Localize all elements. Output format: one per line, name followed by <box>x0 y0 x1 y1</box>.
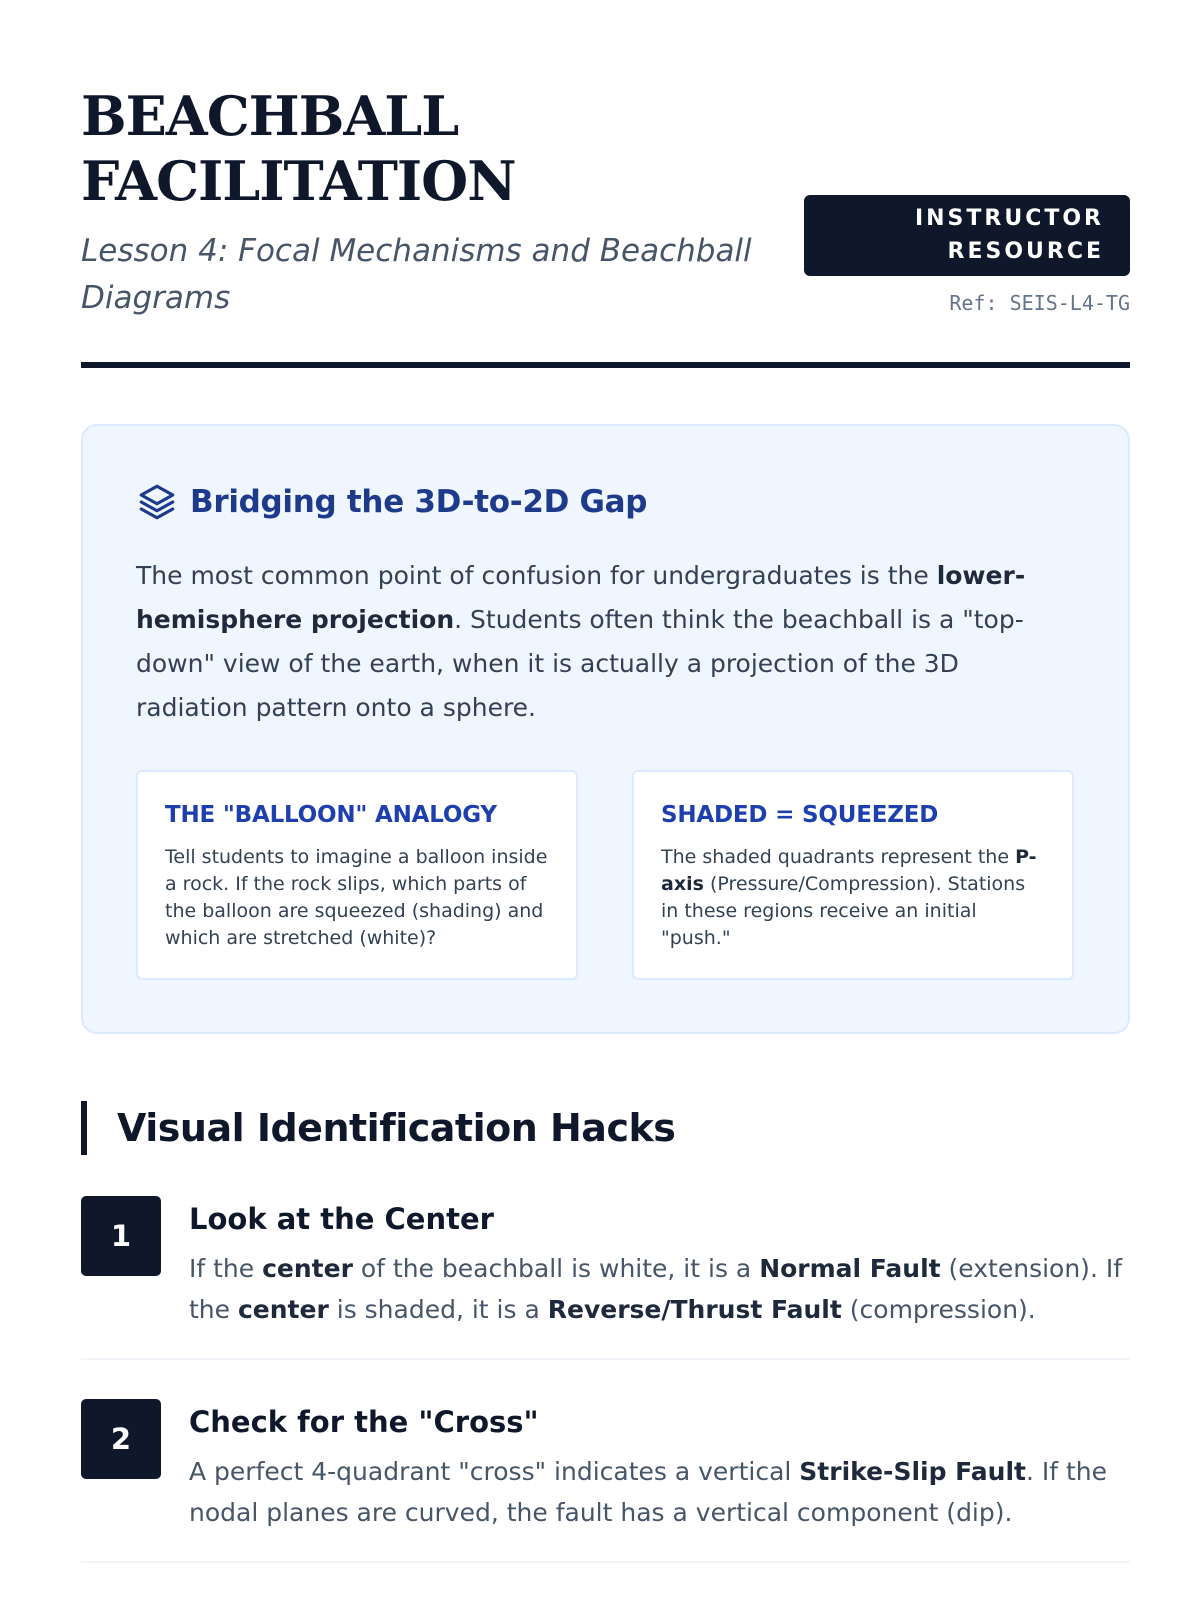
card-text-part: (Pressure/Compression). Stations in these regions receive an initial "push." <box>661 873 1026 949</box>
hack-text-emphasis: Reverse/Thrust Fault <box>547 1295 842 1324</box>
page-subtitle: Lesson 4: Focal Mechanisms and Beachball Diagrams <box>81 233 752 316</box>
hack-text-emphasis: Strike-Slip Fault <box>799 1457 1026 1486</box>
card-title: THE "BALLOON" ANALOGY <box>165 802 497 828</box>
hack-text-emphasis: center <box>262 1254 353 1283</box>
hack-text-part: is shaded, it is a <box>328 1295 548 1324</box>
layers-icon <box>136 481 178 523</box>
gap-callout <box>81 424 1130 1034</box>
hack-text-part: . If the nodal planes are curved, the fault has a vertical component (dip). <box>189 1457 1108 1527</box>
divider <box>81 1561 1130 1563</box>
hack-text-part: (extension). If the <box>189 1254 1123 1324</box>
hack-text-emphasis: center <box>237 1295 329 1324</box>
shaded-squeezed-card <box>632 770 1074 980</box>
step-number: 2 <box>81 1399 161 1479</box>
callout-body <box>136 554 1036 730</box>
section-accent-bar <box>81 1101 87 1155</box>
hack-text-part: A perfect 4-quadrant "cross" indicates a vertical <box>189 1457 800 1486</box>
card-text <box>661 844 1046 952</box>
instructor-badge: INSTRUCTOR RESOURCE <box>804 195 1130 276</box>
balloon-analogy-card <box>136 770 578 980</box>
card-text-emphasis: P-axis <box>661 846 1037 895</box>
hack-title: Check for the "Cross" <box>189 1405 539 1439</box>
card-title: SHADED = SQUEEZED <box>661 802 939 828</box>
card-text: Tell students to imagine a balloon inside a rock. If the rock slips, which parts of the balloon are squeezed (shading) and which are stretched (white)? <box>165 846 548 949</box>
header-divider <box>81 362 1130 368</box>
card-text-part: The shaded quadrants represent the <box>661 846 1016 868</box>
hack-text-part: (compression). <box>841 1295 1036 1324</box>
section-title: Visual Identification Hacks <box>117 1106 676 1150</box>
callout-body-text: The most common point of confusion for undergraduates is the <box>136 561 937 590</box>
section-header <box>81 1101 675 1155</box>
callout-title: Bridging the 3D-to-2D Gap <box>190 484 648 520</box>
step-number: 1 <box>81 1196 161 1276</box>
callout-body-text: . Students often think the beachball is a "top-down" view of the earth, when it is actually a projection of the 3D radiation pattern onto a sphere. <box>136 605 1024 722</box>
divider <box>81 1358 1130 1360</box>
hack-text-emphasis: Normal Fault <box>759 1254 941 1283</box>
hack-text <box>189 1451 1130 1533</box>
page-title: BEACHBALL FACILITATION <box>81 84 516 213</box>
reference-code: Ref: SEIS-L4-TG <box>949 291 1130 315</box>
hack-text <box>189 1248 1130 1330</box>
hack-text-part: If the <box>189 1254 263 1283</box>
callout-header <box>136 481 647 523</box>
hack-text-part: of the beachball is white, it is a <box>352 1254 760 1283</box>
callout-body-emphasis: lower-hemisphere projection <box>136 561 1026 634</box>
hack-title: Look at the Center <box>189 1202 494 1236</box>
